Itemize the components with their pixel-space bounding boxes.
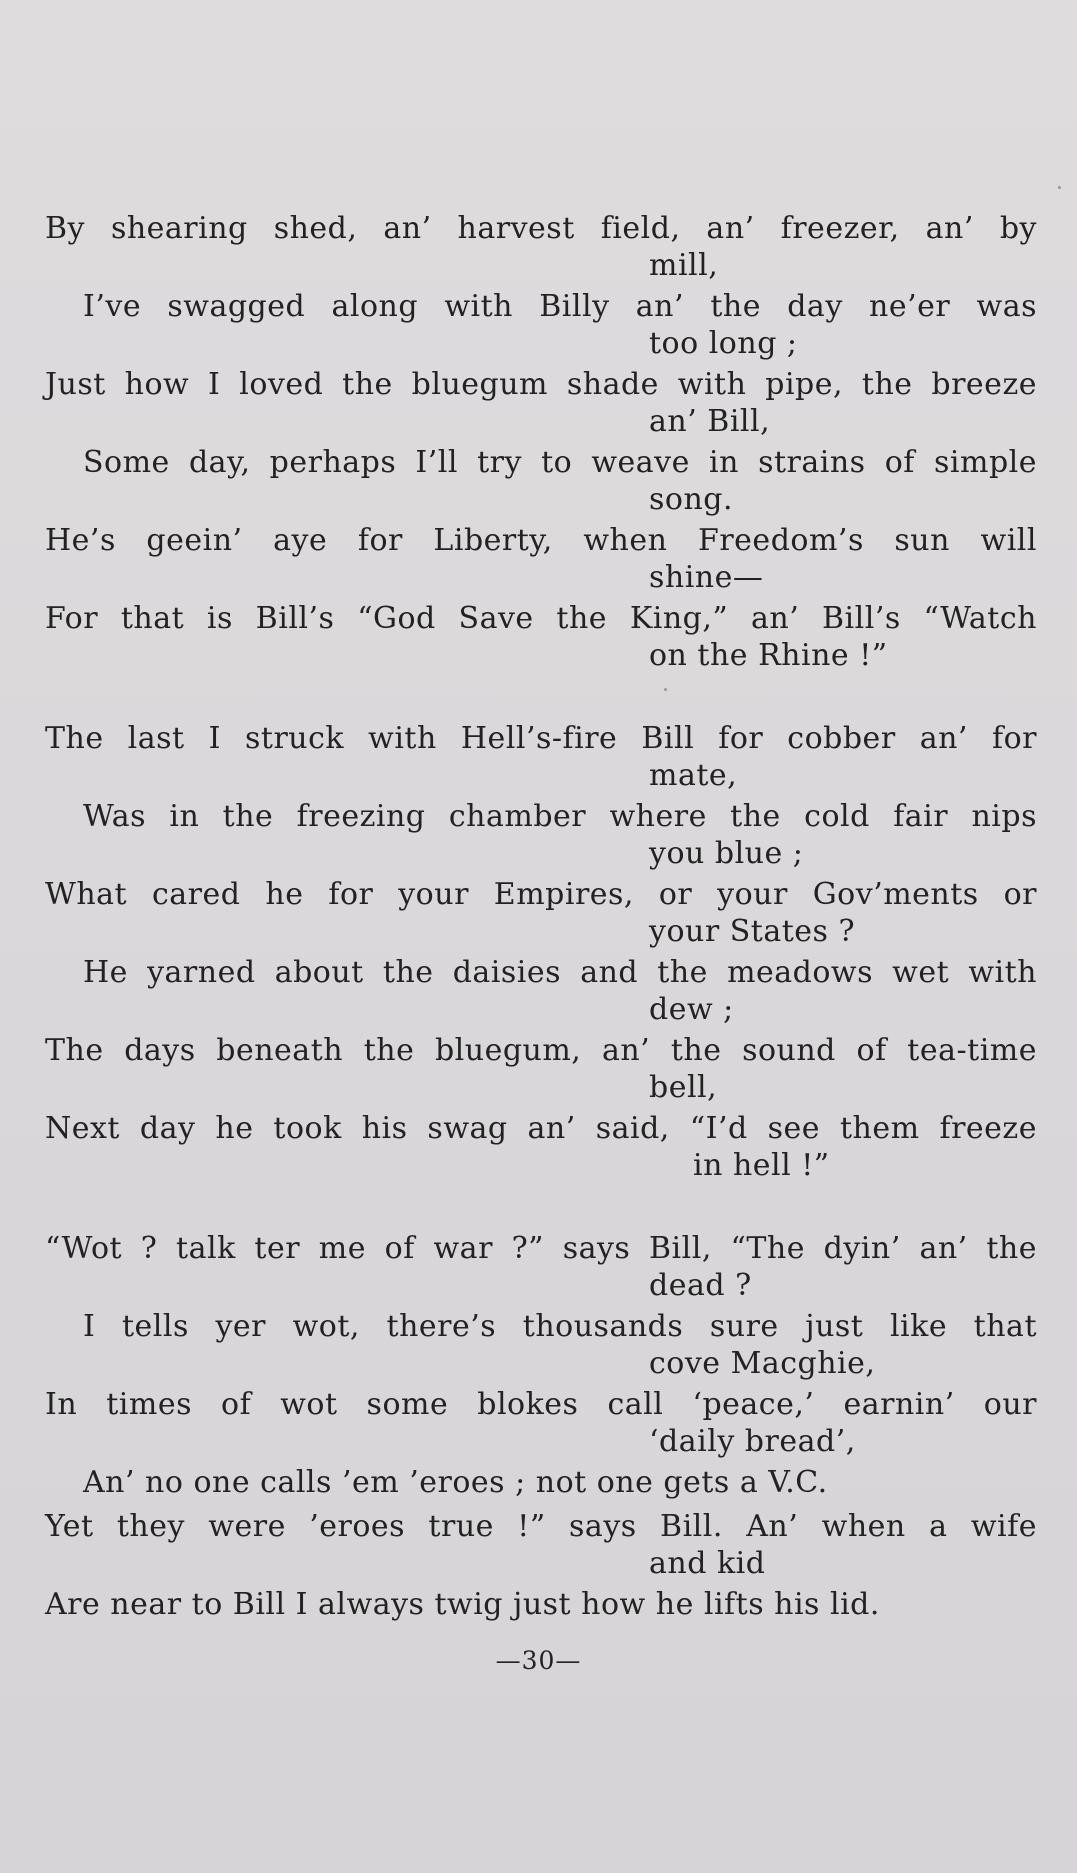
- verse-line: Just how I loved the bluegum shade with pipe, the breeze: [45, 367, 1037, 402]
- stanza: [45, 1230, 1037, 1630]
- verse-line: By shearing shed, an’ harvest field, an’ freezer, an’ by: [45, 211, 1037, 246]
- verse: [45, 444, 1037, 518]
- verse-turnover: your States ?: [649, 914, 856, 949]
- verse-line: The last I struck with Hell’s-fire Bill for cobber an’ for: [45, 721, 1037, 756]
- verse-line: Yet they were ’eroes true !” says Bill. An’ when a wife: [45, 1509, 1037, 1544]
- verse-turnover: cove Macghie,: [649, 1346, 876, 1381]
- paper-speck: [1058, 186, 1061, 189]
- verse-turnover: song.: [649, 482, 734, 517]
- verse-turnover: bell,: [649, 1070, 718, 1105]
- verse-turnover: you blue ;: [649, 836, 804, 871]
- stanza: [45, 210, 1037, 678]
- page-number: —30—: [495, 1646, 582, 1675]
- verse-line: In times of wot some blokes call ‘peace,’ earnin’ our: [45, 1387, 1037, 1422]
- verse-line: Some day, perhaps I’ll try to weave in strains of simple: [83, 445, 1037, 480]
- verse: [45, 366, 1037, 440]
- verse-turnover: ‘daily bread’,: [649, 1424, 856, 1459]
- verse: [45, 210, 1037, 284]
- verse-turnover: mill,: [649, 248, 719, 283]
- verse-line: Are near to Bill I always twig just how he lifts his lid.: [45, 1587, 880, 1622]
- verse: [45, 288, 1037, 362]
- verse-line: I tells yer wot, there’s thousands sure just like that: [83, 1309, 1037, 1344]
- verse: [45, 1508, 1037, 1582]
- verse-line: An’ no one calls ’em ’eroes ; not one gets a V.C.: [83, 1465, 828, 1500]
- verse: [45, 1386, 1037, 1460]
- verse-line: For that is Bill’s “God Save the King,” an’ Bill’s “Watch: [45, 601, 1037, 636]
- verse-turnover: dew ;: [649, 992, 734, 1027]
- verse: [45, 1032, 1037, 1106]
- verse-line: He yarned about the daisies and the meadows wet with: [83, 955, 1037, 990]
- verse: [45, 798, 1037, 872]
- verse: [45, 876, 1037, 950]
- verse: [45, 522, 1037, 596]
- verse-turnover: mate,: [649, 758, 738, 793]
- verse-turnover: an’ Bill,: [649, 404, 771, 439]
- verse-line: Next day he took his swag an’ said, “I’d see them freeze: [45, 1111, 1037, 1146]
- verse-line: Was in the freezing chamber where the cold fair nips: [83, 799, 1037, 834]
- verse-turnover: shine—: [649, 560, 764, 595]
- verse-turnover: and kid: [649, 1546, 766, 1581]
- verse: [45, 954, 1037, 1028]
- paper-speck: [664, 688, 667, 691]
- verse: [45, 600, 1037, 674]
- stanza: [45, 720, 1037, 1188]
- verse-line: The days beneath the bluegum, an’ the sound of tea-time: [45, 1033, 1037, 1068]
- verse-line: He’s geein’ aye for Liberty, when Freedom’s sun will: [45, 523, 1037, 558]
- verse: [45, 1586, 1037, 1624]
- verse-turnover: dead ?: [649, 1268, 752, 1303]
- verse: [45, 1308, 1037, 1382]
- verse-turnover: too long ;: [649, 326, 798, 361]
- verse-line: “Wot ? talk ter me of war ?” says Bill, “The dyin’ an’ the: [45, 1231, 1037, 1266]
- verse: [45, 1110, 1037, 1184]
- verse-line: What cared he for your Empires, or your Gov’ments or: [45, 877, 1037, 912]
- verse-line: I’ve swagged along with Billy an’ the day ne’er was: [83, 289, 1037, 324]
- verse: [45, 1464, 1037, 1502]
- verse-turnover: on the Rhine !”: [649, 638, 888, 673]
- verse: [45, 1230, 1037, 1304]
- verse: [45, 720, 1037, 794]
- verse-turnover: in hell !”: [693, 1148, 830, 1183]
